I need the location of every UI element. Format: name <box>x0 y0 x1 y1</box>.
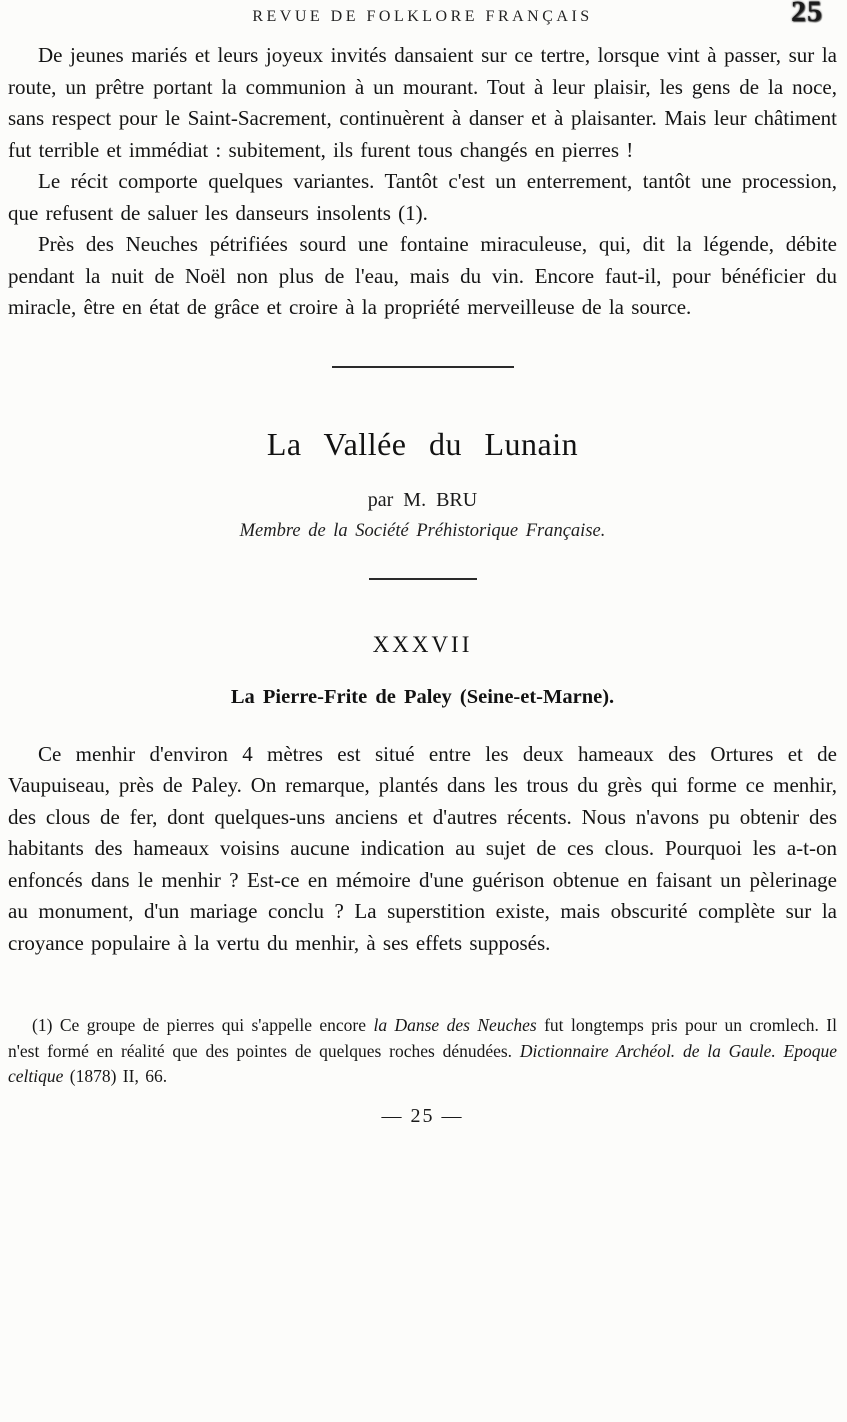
intro-paragraph-2: Le récit comporte quelques variantes. Tantôt c'est un enterrement, tantôt une procession, que refusent de saluer les danseurs insolents (1). <box>8 169 837 225</box>
chapter-title: La Pierre-Frite de Paley (Seine-et-Marne). <box>230 685 615 708</box>
footer-page-number: — 25 — <box>381 1104 464 1127</box>
intro-section <box>8 40 837 324</box>
intro-paragraph-1: De jeunes mariés et leurs joyeux invités dansaient sur ce tertre, lorsque vint à passer, sur la route, un prêtre portant la communion à un mourant. Tout à leur plaisir, les gens de la noce, sans respect pour le Saint-Sacrement, continuèrent à danser et à plaisanter. Mais leur châtiment fut terrible et immédiat : subitement, ils furent tous changés en pierres ! <box>8 43 837 162</box>
author-affiliation: Membre de la Société Préhistorique Française. <box>239 520 606 541</box>
article-paragraph: Ce menhir d'environ 4 mètres est situé entre les deux hameaux des Ortures et de Vaupuiseau, près de Paley. On remarque, plantés dans les trous du grès qui forme ce menhir, des clous de fer, dont quelques-uns anciens et d'autres récents. Nous n'avons pu obtenir des habitants des hameaux voisins aucune indication au sujet de ces clous. Pourquoi les a-t-on enfoncés dans le menhir ? Est-ce en mémoire d'une guérison obtenue en faisant un pèlerinage au monument, d'un mariage conclu ? La superstition existe, mais obscurité complète sur la croyance populaire à la vertu du menhir, à ses effets supposés. <box>8 741 837 955</box>
footnote-text-2: fut longtemps pris pour un cromlech. Il n'est formé en réalité que des pointes de quelques roches dénudées. <box>8 1015 837 1061</box>
footnote-text-3: (1878) II, 66. <box>63 1066 168 1086</box>
section-divider <box>332 366 514 368</box>
article-body-section <box>8 739 837 960</box>
intro-paragraph-3: Près des Neuches pétrifiées sourd une fontaine miraculeuse, qui, dit la légende, débite pendant la nuit de Noël non plus de l'eau, mais du vin. Encore faut-il, pour bénéficier du miracle, être en état de grâce et croire à la propriété merveilleuse de la source. <box>8 232 837 319</box>
chapter-number: XXXVII <box>372 631 473 657</box>
page-number-top: 25 <box>791 0 823 28</box>
article-byline: par M. BRU <box>367 488 478 511</box>
journal-title: REVUE DE FOLKLORE FRANÇAIS <box>252 8 593 25</box>
footnote <box>8 1013 837 1090</box>
running-header <box>8 0 837 28</box>
title-divider <box>369 578 477 580</box>
footnote-italic-title-1: la Danse des Neuches <box>373 1015 537 1035</box>
footnote-italic-title-2: Dictionnaire Archéol. de la Gaule. Epoque celtique <box>8 1040 837 1086</box>
footnote-text-1: (1) Ce groupe de pierres qui s'appelle encore <box>32 1015 374 1035</box>
article-title: La Vallée du Lunain <box>266 425 579 462</box>
